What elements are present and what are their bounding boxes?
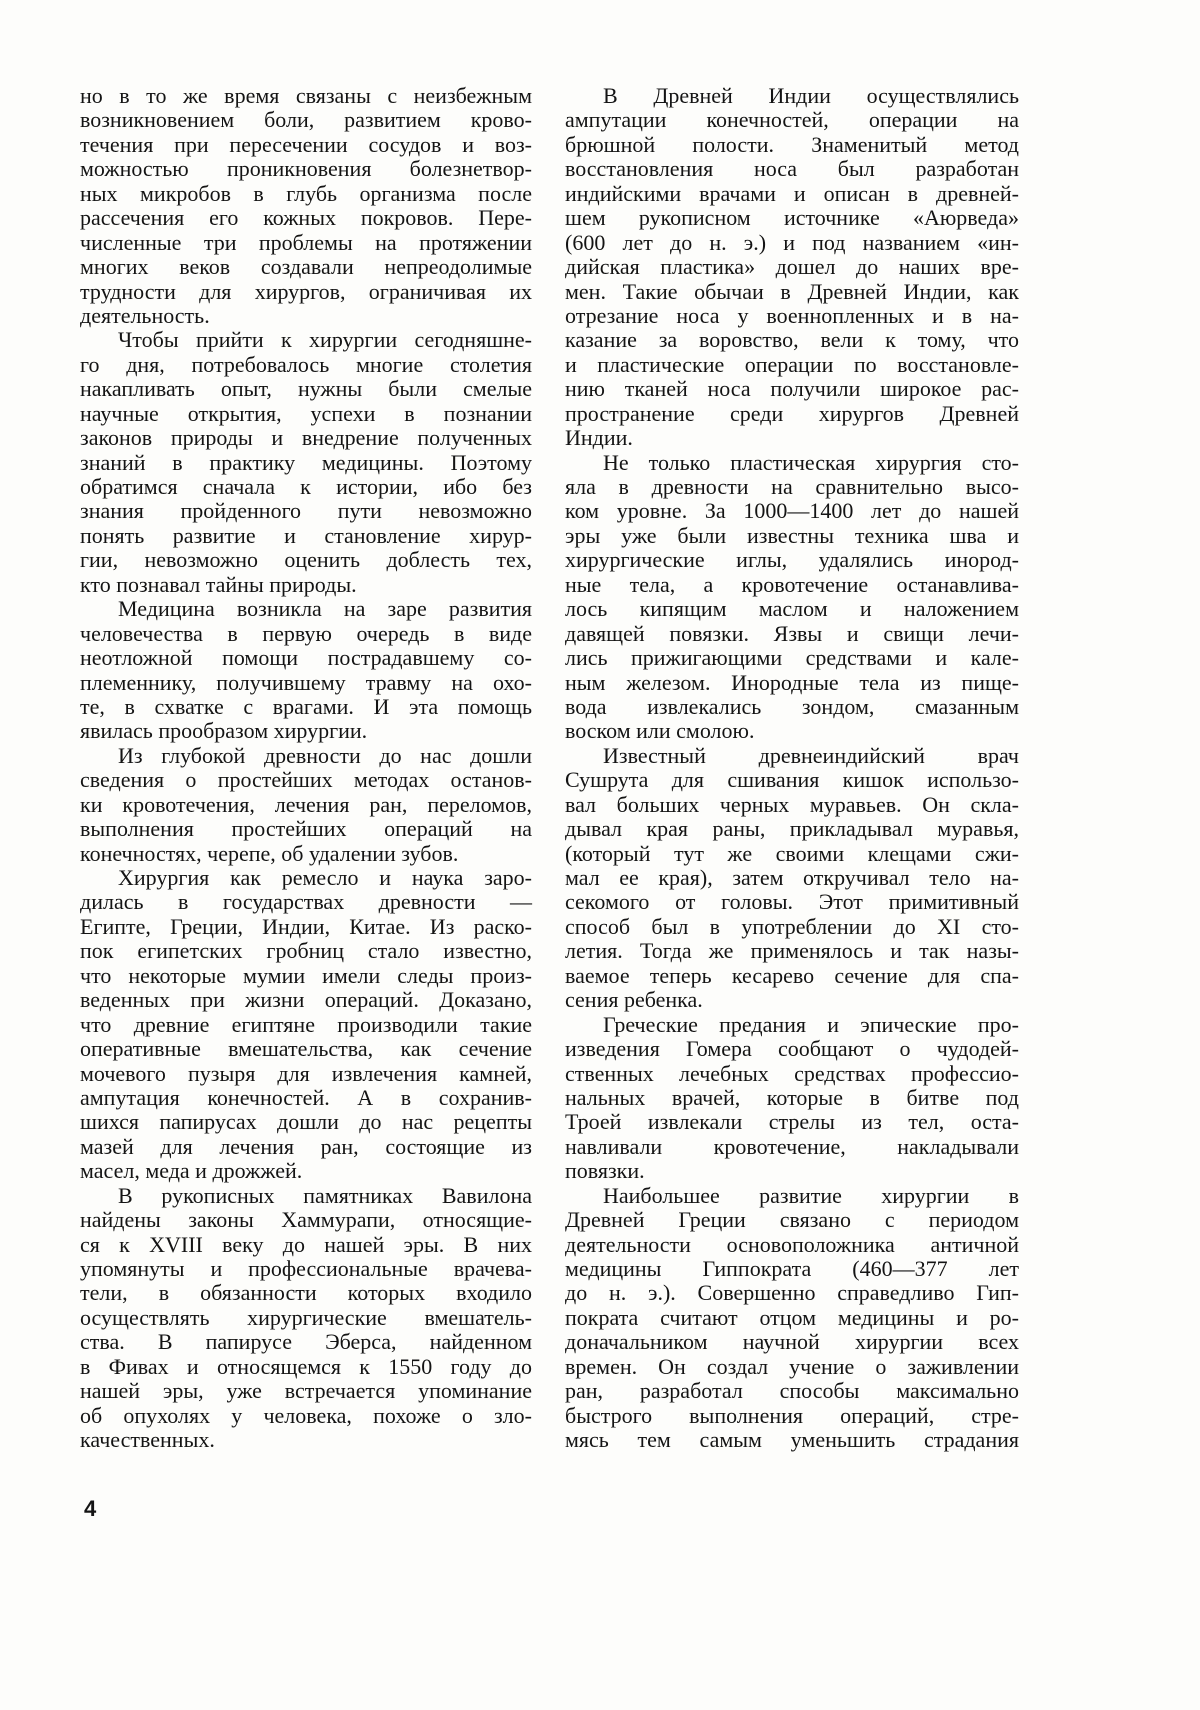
text-line: навливали кровотечение, накладывали <box>565 1135 1019 1159</box>
text-line: ственных лечебных средствах профессио- <box>565 1062 1019 1086</box>
text-line: но в то же время связаны с неизбежным <box>80 84 532 108</box>
paragraph <box>80 866 532 1184</box>
text-line: Из глубокой древности до нас дошли <box>80 744 532 768</box>
text-line: ампутация конечностей. А в сохранив- <box>80 1086 532 1110</box>
paragraph <box>80 1184 532 1453</box>
text-line: пространение среди хирургов Древней <box>565 402 1019 426</box>
text-line: ные тела, а кровотечение останавлива- <box>565 573 1019 597</box>
text-line: возникновением боли, развитием крово- <box>80 108 532 132</box>
text-line: Не только пластическая хирургия сто- <box>565 451 1019 475</box>
text-line: (который тут же своими клещами сжи- <box>565 842 1019 866</box>
text-column-right <box>565 84 1019 1453</box>
text-line: Древней Греции связано с периодом <box>565 1208 1019 1232</box>
text-line: В рукописных памятниках Вавилона <box>80 1184 532 1208</box>
paragraph <box>80 84 532 328</box>
text-line: ваемое теперь кесарево сечение для спа- <box>565 964 1019 988</box>
text-line: мал ее края), затем откручивал тело на- <box>565 866 1019 890</box>
text-line: хирургические иглы, удалялись инород- <box>565 548 1019 572</box>
text-line: пократа считают отцом медицины и ро- <box>565 1306 1019 1330</box>
text-line: Известный древнеиндийский врач <box>565 744 1019 768</box>
text-line: способ был в употреблении до XI сто- <box>565 915 1019 939</box>
text-line: Египте, Греции, Индии, Китае. Из раско- <box>80 915 532 939</box>
text-line: летия. Тогда же применялось и так назы- <box>565 939 1019 963</box>
text-line: времен. Он создал учение о заживлении <box>565 1355 1019 1379</box>
text-line: выполнения простейших операций на <box>80 817 532 841</box>
paragraph <box>565 1013 1019 1184</box>
text-line: дийская пластика» дошел до наших вре- <box>565 255 1019 279</box>
text-line: Наибольшее развитие хирургии в <box>565 1184 1019 1208</box>
text-line: веденных при жизни операций. Доказано, <box>80 988 532 1012</box>
page-number: 4 <box>84 1496 96 1522</box>
text-line: эры уже были известны техника шва и <box>565 524 1019 548</box>
text-line: восстановления носа был разработан <box>565 157 1019 181</box>
text-line: ком уровне. За 1000—1400 лет до нашей <box>565 499 1019 523</box>
text-line: ки кровотечения, лечения ран, переломов, <box>80 793 532 817</box>
text-line: шихся папирусах дошли до нас рецепты <box>80 1110 532 1134</box>
text-line: трудности для хирургов, ограничивая их <box>80 280 532 304</box>
text-line: неотложной помощи пострадавшему со- <box>80 646 532 670</box>
paragraph <box>80 744 532 866</box>
text-line: тели, в обязанности которых входило <box>80 1281 532 1305</box>
text-line: яла в древности на сравнительно высо- <box>565 475 1019 499</box>
text-line: воском или смолою. <box>565 719 1019 743</box>
book-page <box>0 0 1200 1710</box>
text-line: явилась прообразом хирургии. <box>80 719 532 743</box>
paragraph <box>565 84 1019 451</box>
text-line: знания пройденного пути невозможно <box>80 499 532 523</box>
text-line: Индии. <box>565 426 1019 450</box>
text-line: шем рукописном источнике «Аюрведа» <box>565 206 1019 230</box>
text-line: индийскими врачами и описан в древней- <box>565 182 1019 206</box>
text-line: дилась в государствах древности — <box>80 890 532 914</box>
text-line: деятельности основоположника античной <box>565 1233 1019 1257</box>
text-line: вода извлекались зондом, смазанным <box>565 695 1019 719</box>
text-line: человечества в первую очередь в виде <box>80 622 532 646</box>
text-line: законов природы и внедрение полученных <box>80 426 532 450</box>
text-line: ных микробов в глубь организма после <box>80 182 532 206</box>
text-line: лись прижигающими средствами и кале- <box>565 646 1019 670</box>
text-line: го дня, потребовалось многие столетия <box>80 353 532 377</box>
text-line: в Фивах и относящемся к 1550 году до <box>80 1355 532 1379</box>
text-line: до н. э.). Совершенно справедливо Гип- <box>565 1281 1019 1305</box>
text-line: племеннику, получившему травму на охо- <box>80 671 532 695</box>
text-line: пок египетских гробниц стало известно, <box>80 939 532 963</box>
text-line: мазей для лечения ран, состоящие из <box>80 1135 532 1159</box>
paragraph <box>565 451 1019 744</box>
text-line: найдены законы Хаммурапи, относящие- <box>80 1208 532 1232</box>
text-line: и пластические операции по восстановле- <box>565 353 1019 377</box>
paragraph <box>565 744 1019 1013</box>
text-line: гии, невозможно оценить доблесть тех, <box>80 548 532 572</box>
text-line: (600 лет до н. э.) и под названием «ин- <box>565 231 1019 255</box>
text-line: деятельность. <box>80 304 532 328</box>
text-line: Чтобы прийти к хирургии сегодняшне- <box>80 328 532 352</box>
text-line: лось кипящим маслом и наложением <box>565 597 1019 621</box>
text-line: сения ребенка. <box>565 988 1019 1012</box>
text-line: мясь тем самым уменьшить страдания <box>565 1428 1019 1452</box>
text-line: Медицина возникла на заре развития <box>80 597 532 621</box>
text-line: мен. Такие обычаи в Древней Индии, как <box>565 280 1019 304</box>
paragraph <box>80 597 532 744</box>
text-line: вал больших черных муравьев. Он скла- <box>565 793 1019 817</box>
text-line: Сушрута для сшивания кишок использо- <box>565 768 1019 792</box>
text-line: В Древней Индии осуществлялись <box>565 84 1019 108</box>
paragraph <box>565 1184 1019 1453</box>
text-line: течения при пересечении сосудов и воз- <box>80 133 532 157</box>
text-line: казание за воровство, вели к тому, что <box>565 328 1019 352</box>
text-line: об опухолях у человека, похоже о зло- <box>80 1404 532 1428</box>
text-line: масел, меда и дрожжей. <box>80 1159 532 1183</box>
text-line: нию тканей носа получили широкое рас- <box>565 377 1019 401</box>
text-line: ся к XVIII веку до нашей эры. В них <box>80 1233 532 1257</box>
text-line: Троей извлекали стрелы из тел, оста- <box>565 1110 1019 1134</box>
text-line: рассечения его кожных покровов. Пере- <box>80 206 532 230</box>
text-line: мочевого пузыря для извлечения камней, <box>80 1062 532 1086</box>
text-line: изведения Гомера сообщают о чудодей- <box>565 1037 1019 1061</box>
text-line: понять развитие и становление хирур- <box>80 524 532 548</box>
text-line: что древние египтяне производили такие <box>80 1013 532 1037</box>
text-line: отрезание носа у военнопленных и в на- <box>565 304 1019 328</box>
text-line: давящей повязки. Язвы и свищи лечи- <box>565 622 1019 646</box>
text-line: конечностях, черепе, об удалении зубов. <box>80 842 532 866</box>
text-line: секомого от головы. Этот примитивный <box>565 890 1019 914</box>
text-line: знаний в практику медицины. Поэтому <box>80 451 532 475</box>
text-line: доначальником научной хирургии всех <box>565 1330 1019 1354</box>
text-line: Хирургия как ремесло и наука заро- <box>80 866 532 890</box>
text-line: нальных врачей, которые в битве под <box>565 1086 1019 1110</box>
text-line: научные открытия, успехи в познании <box>80 402 532 426</box>
text-line: оперативные вмешательства, как сечение <box>80 1037 532 1061</box>
paragraph <box>80 328 532 597</box>
text-line: осуществлять хирургические вмешатель- <box>80 1306 532 1330</box>
text-line: дывал края раны, прикладывал муравья, <box>565 817 1019 841</box>
text-line: упомянуты и профессиональные врачева- <box>80 1257 532 1281</box>
text-line: кто познавал тайны природы. <box>80 573 532 597</box>
text-line: ампутации конечностей, операции на <box>565 108 1019 132</box>
text-line: Греческие предания и эпические про- <box>565 1013 1019 1037</box>
text-line: быстрого выполнения операций, стре- <box>565 1404 1019 1428</box>
text-line: ства. В папирусе Эберса, найденном <box>80 1330 532 1354</box>
text-line: обратимся сначала к истории, ибо без <box>80 475 532 499</box>
text-line: брюшной полости. Знаменитый метод <box>565 133 1019 157</box>
text-line: качественных. <box>80 1428 532 1452</box>
text-line: нашей эры, уже встречается упоминание <box>80 1379 532 1403</box>
text-line: повязки. <box>565 1159 1019 1183</box>
text-line: ран, разработал способы максимально <box>565 1379 1019 1403</box>
text-line: медицины Гиппократа (460—377 лет <box>565 1257 1019 1281</box>
text-line: можностью проникновения болезнетвор- <box>80 157 532 181</box>
text-line: те, в схватке с врагами. И эта помощь <box>80 695 532 719</box>
text-line: что некоторые мумии имели следы произ- <box>80 964 532 988</box>
text-line: многих веков создавали непреодолимые <box>80 255 532 279</box>
text-line: сведения о простейших методах останов- <box>80 768 532 792</box>
text-line: ным железом. Инородные тела из пище- <box>565 671 1019 695</box>
text-column-left <box>80 84 532 1453</box>
text-line: накапливать опыт, нужны были смелые <box>80 377 532 401</box>
text-line: численные три проблемы на протяжении <box>80 231 532 255</box>
